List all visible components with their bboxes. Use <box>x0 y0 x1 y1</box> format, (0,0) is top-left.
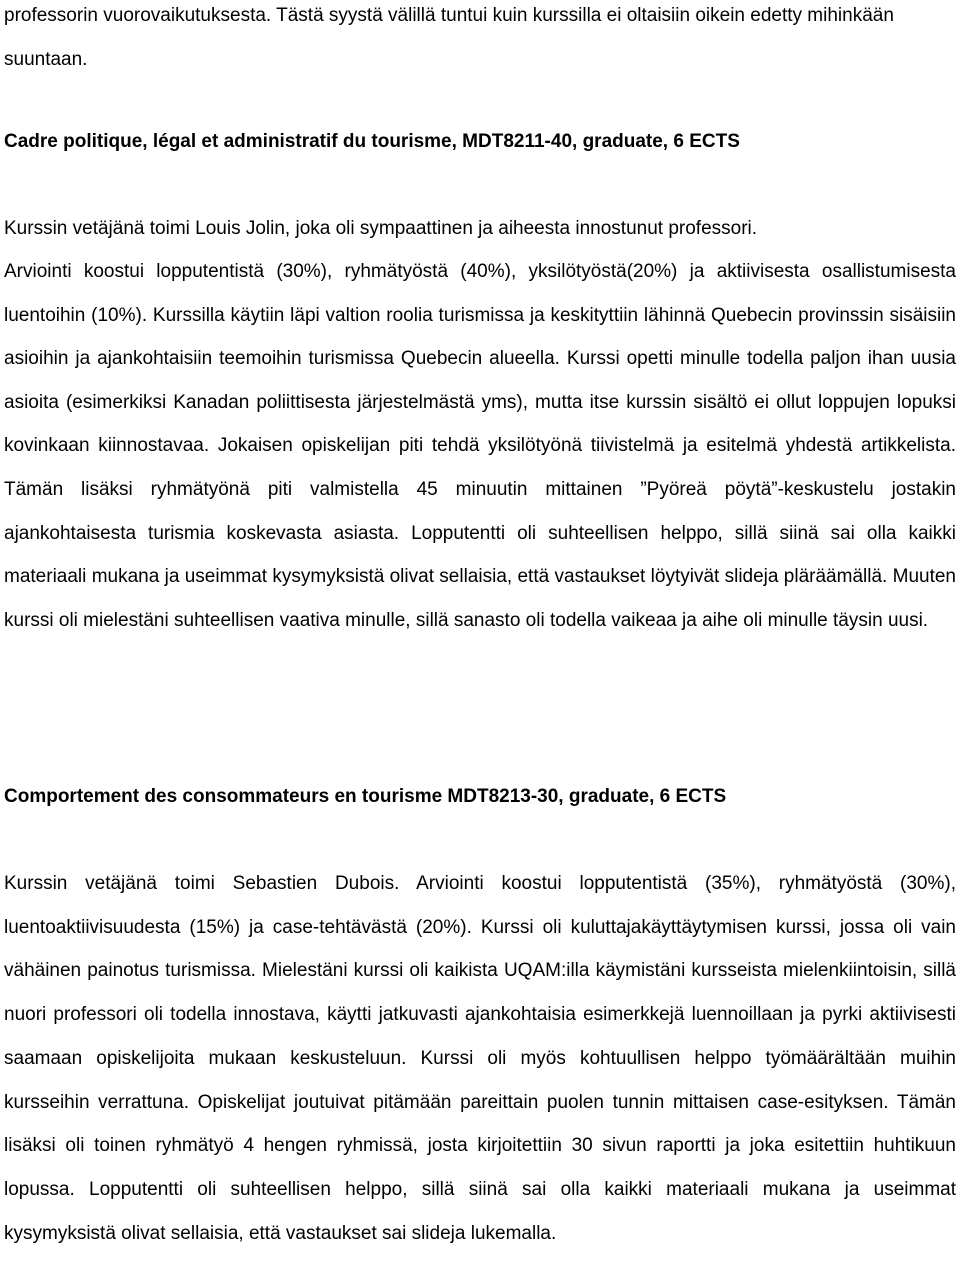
course2-body-paragraph: Kurssin vetäjänä toimi Sebastien Dubois. Arviointi koostui lopputentistä (35%), ryhmätyöstä (30%), luentoaktiivisuudesta (15%) ja case-tehtävästä (20%). Kurssi oli kuluttajakäyttäytymisen kurssi, jossa oli vain vähäinen painotus turismissa. Mielestäni kurssi oli kaikista UQAM:illa käymistäni kursseista mielenkiintoisin, sillä nuori professori oli todella innostava, käytti jatkuvasti ajankohtaisia esimerkkejä luennoillaan ja pyrki aktiivisesti saamaan opiskelijoita mukaan keskusteluun. Kurssi oli myös kohtuullisen helppo työmäärältään muihin kursseihin verrattuna. Opiskelijat joutuivat pitämään pareittain puolen tunnin mittaisen case-esityksen. Tämän lisäksi oli toinen ryhmätyö 4 hengen ryhmissä, josta kirjoitettiin 30 sivun raportti ja joka esitettiin huhtikuun lopussa. Lopputentti oli suhteellisen helppo, sillä siinä sai olla kaikki materiaali mukana ja useimmat kysymyksistä olivat sellaisia, että vastaukset sai slideja lukemalla. <box>4 873 956 1244</box>
course1-body-paragraph: Arviointi koostui lopputentistä (30%), ryhmätyöstä (40%), yksilötyöstä(20%) ja aktiivisesta osallistumisesta luentoihin (10%). Kurssilla käytiin läpi valtion roolia turismissa ja keskityttiin lähinnä Quebecin provinssin sisäisiin asioihin ja ajankohtaisiin teemoihin turismissa Quebecin alueella. Kurssi opetti minulle todella paljon ihan uusia asioita (esimerkiksi Kanadan poliittisesta järjestelmästä yms), mutta itse kurssin sisältö ei ollut loppujen lopuksi kovinkaan kiinnostavaa. Jokaisen opiskelijan piti tehdä yksilötyönä tiivistelmä ja esitelmä yhdestä artikkelista. Tämän lisäksi ryhmätyönä piti valmistella 45 minuutin mittainen ”Pyöreä pöytä”-keskustelu jostakin ajankohtaisesta turismia koskevasta asiasta. Lopputentti oli suhteellisen helppo, sillä siinä sai olla kaikki materiaali mukana ja useimmat kysymyksistä olivat sellaisia, että vastaukset löytyivät slideja pläräämällä. Muuten kurssi oli mielestäni suhteellisen vaativa minulle, sillä sanasto oli todella vaikeaa ja aihe oli minulle täysin uusi. <box>4 261 956 631</box>
course1-heading: Cadre politique, légal et administratif du tourisme, MDT8211-40, graduate, 6 ECTS <box>4 131 740 152</box>
course2-heading: Comportement des consommateurs en tourisme MDT8213-30, graduate, 6 ECTS <box>4 786 727 807</box>
intro-paragraph: professorin vuorovaikutuksesta. Tästä syystä välillä tuntui kuin kurssilla ei oltaisiin oikein edetty mihinkään suuntaan. <box>4 5 894 70</box>
course1-first-line: Kurssin vetäjänä toimi Louis Jolin, joka oli sympaattinen ja aiheesta innostunut professori. <box>4 218 758 239</box>
